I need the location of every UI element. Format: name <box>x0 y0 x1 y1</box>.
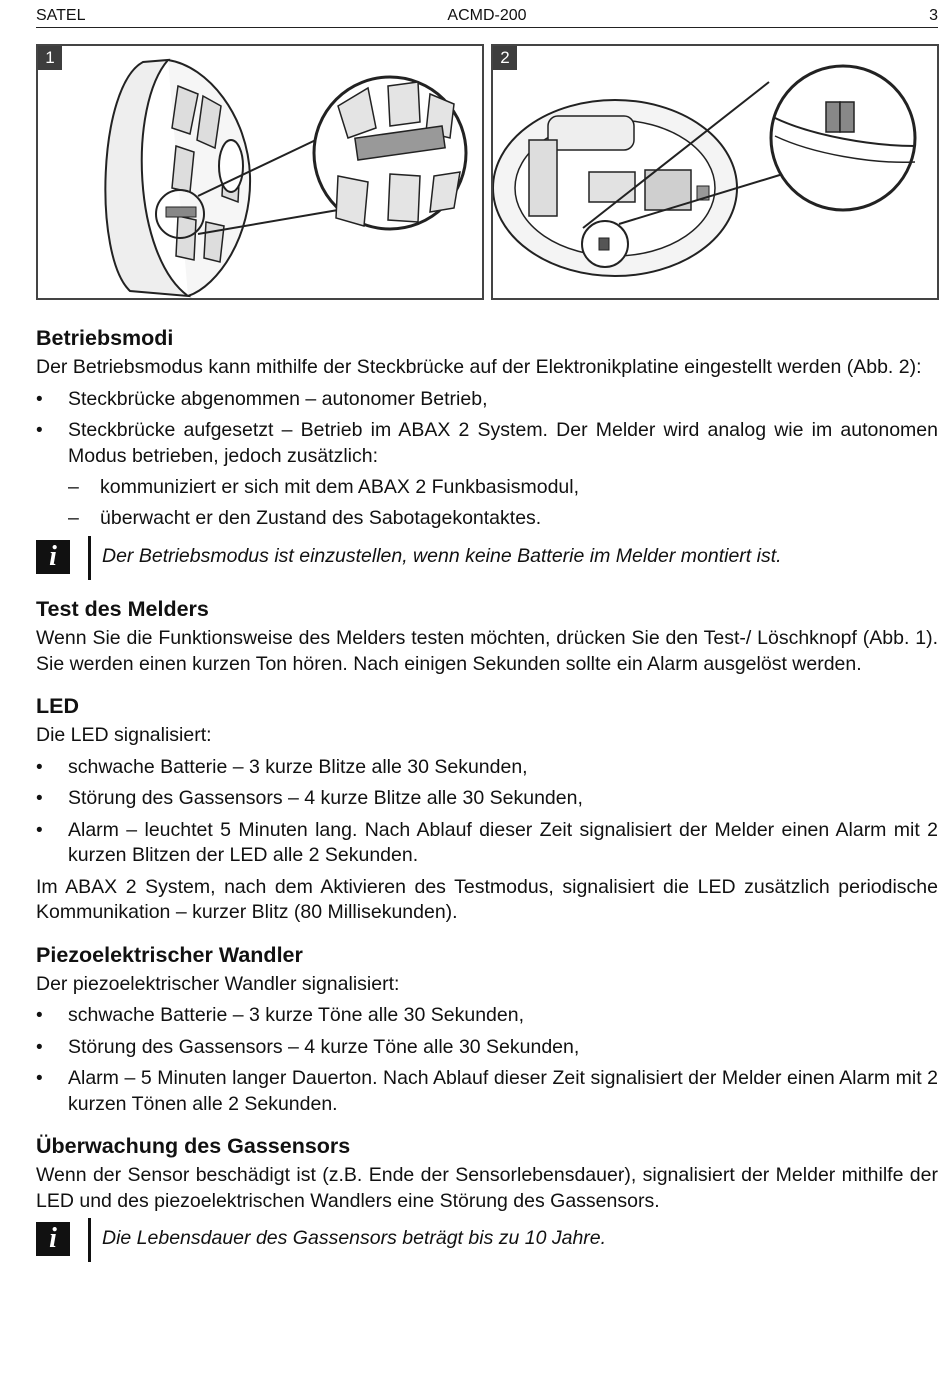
info-icon: i <box>36 1222 70 1256</box>
list-item: • schwache Batterie – 3 kurze Töne alle 30 Sekunden, <box>36 1003 938 1029</box>
section-led <box>36 693 938 926</box>
heading-betriebsmodi: Betriebsmodi <box>36 326 174 350</box>
detector-housing-illustration <box>38 46 482 298</box>
gas-text: Wenn der Sensor beschädigt ist (z.B. Ende der Sensorlebensdauer), signalisiert der Melder mithilfe der LED und des piezoelektrischen Wandlers eine Störung des Gassensors. <box>36 1164 938 1212</box>
section-piezo <box>36 942 938 1118</box>
figure-2-number: 2 <box>493 46 517 70</box>
section-test <box>36 596 938 677</box>
led-list <box>36 755 938 869</box>
list-item <box>36 418 938 469</box>
heading-piezo: Piezoelektrischer Wandler <box>36 942 303 967</box>
header-brand: SATEL <box>36 7 86 24</box>
page-number: 3 <box>929 7 938 24</box>
betriebsmodi-sublist <box>36 475 938 531</box>
heading-test: Test des Melders <box>36 597 209 621</box>
piezo-intro: Der piezoelektrischer Wandler signalisiert: <box>36 972 400 995</box>
list-item: • Störung des Gassensors – 4 kurze Blitze alle 30 Sekunden, <box>36 786 938 812</box>
list-item: • schwache Batterie – 3 kurze Blitze alle 30 Sekunden, <box>36 755 938 781</box>
list-item: • Störung des Gassensors – 4 kurze Töne alle 30 Sekunden, <box>36 1035 938 1061</box>
list-item: • Steckbrücke abgenommen – autonomer Betrieb, <box>36 387 938 413</box>
section-gas <box>36 1133 938 1262</box>
page-header <box>36 5 938 28</box>
list-item-text: Steckbrücke aufgesetzt – Betrieb im ABAX 2 System. Der Melder wird analog wie im autonomen Modus betrieben, jedoch zusätzlich: <box>68 419 938 467</box>
info-icon: i <box>36 540 70 574</box>
note-divider <box>88 1218 91 1262</box>
note-text: Die Lebensdauer des Gassensors beträgt bis zu 10 Jahre. <box>102 1227 607 1249</box>
note-text: Der Betriebsmodus ist einzustellen, wenn keine Batterie im Melder montiert ist. <box>102 545 782 567</box>
list-item: • Alarm – leuchtet 5 Minuten lang. Nach Ablauf dieser Zeit signalisiert der Melder einen Alarm mit 2 kurzen Blitzen der LED alle 2 Sekunden. <box>36 818 938 869</box>
note-divider <box>88 536 91 580</box>
section-betriebsmodi <box>36 325 938 580</box>
led-intro: Die LED signalisiert: <box>36 724 212 746</box>
piezo-list <box>36 1003 938 1117</box>
heading-led: LED <box>36 694 79 718</box>
heading-gas: Überwachung des Gassensors <box>36 1134 351 1158</box>
figure-2 <box>491 44 939 300</box>
betriebsmodi-list <box>36 387 938 470</box>
sublist-item: – überwacht er den Zustand des Sabotagekontaktes. <box>36 506 938 532</box>
led-outro: Im ABAX 2 System, nach dem Aktivieren des Testmodus, signalisiert die LED zusätzlich periodische Kommunikation – kurzer Blitz (80 Millisekunden). <box>36 875 938 923</box>
list-item: • Alarm – 5 Minuten langer Dauerton. Nach Ablauf dieser Zeit signalisiert der Melder einen Alarm mit 2 kurzen Tönen alle 2 Sekunden. <box>36 1066 938 1117</box>
betriebsmodi-intro: Der Betriebsmodus kann mithilfe der Steckbrücke auf der Elektronikplatine eingestellt werden (Abb. 2): <box>36 356 922 378</box>
test-text: Wenn Sie die Funktionsweise des Melders testen möchten, drücken Sie den Test-/ Löschknopf (Abb. 1). Sie werden einen kurzen Ton hören. Nach einigen Sekunden sollte ein Alarm ausgelöst werden. <box>36 627 938 675</box>
header-model: ACMD-200 <box>447 7 527 24</box>
figure-1 <box>36 44 484 300</box>
sublist-item: – kommuniziert er sich mit dem ABAX 2 Funkbasismodul, <box>36 475 938 501</box>
document-body <box>36 325 938 1278</box>
figure-1-number: 1 <box>38 46 62 70</box>
note-betriebsmodus <box>36 536 938 580</box>
electronic-board-illustration <box>493 46 937 298</box>
note-lebensdauer <box>36 1218 938 1262</box>
